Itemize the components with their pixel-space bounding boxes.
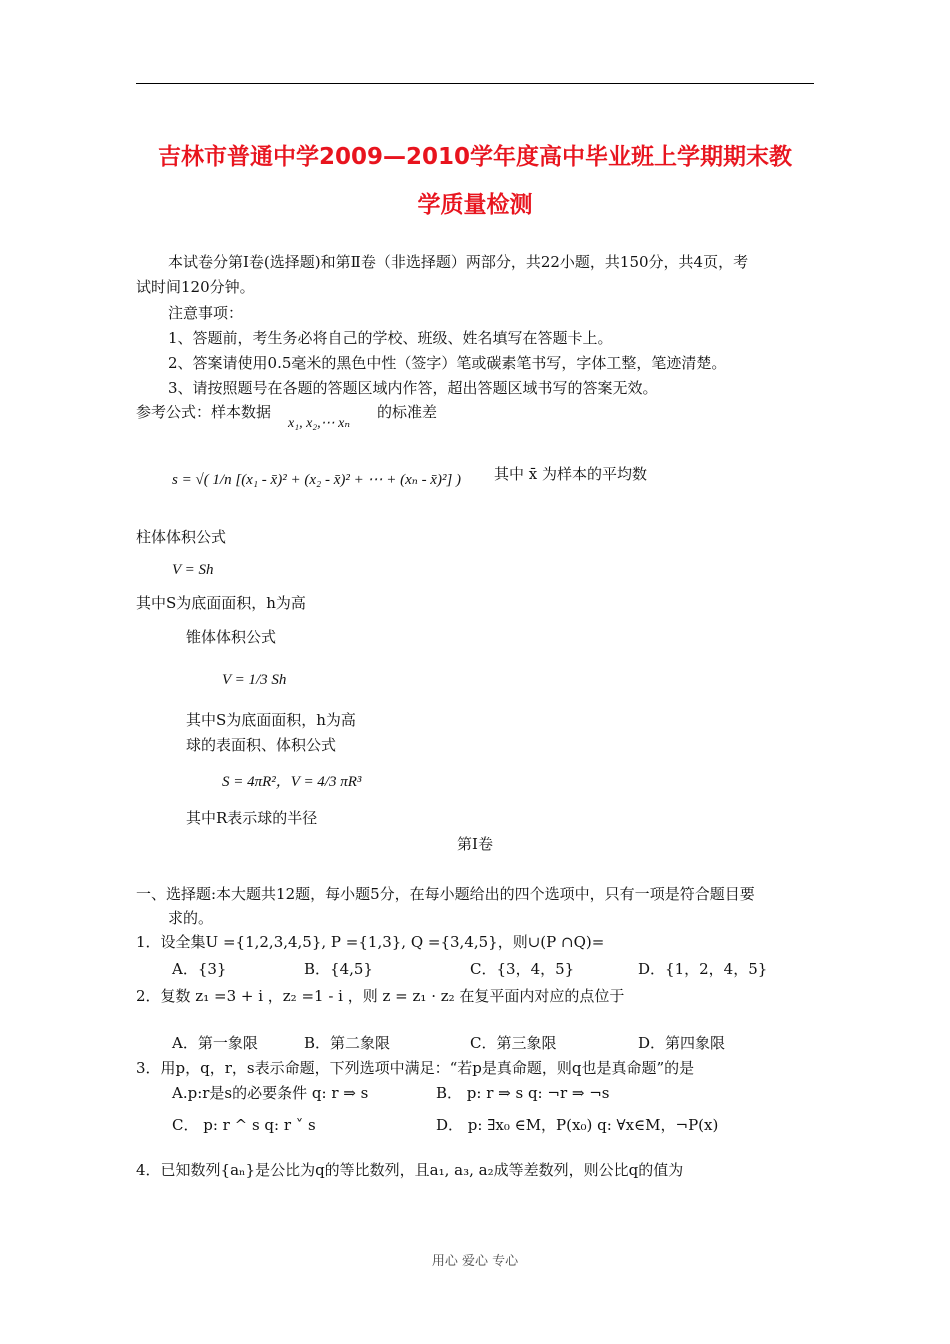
sphere-label: 球的表面积、体积公式 [186,736,337,754]
sphere-note: 其中R表示球的半径 [186,809,318,827]
cylinder-note: 其中S为底面面积，h为高 [136,594,306,612]
title-line-1: 吉林市普通中学2009—2010学年度高中毕业班上学期期末教 [157,144,793,170]
question-1-option-d: D．{1，2，4，5} [638,960,768,978]
cone-note: 其中S为底面面积，h为高 [186,711,356,729]
ref-formula-tail: 的标准差 [377,403,438,421]
title-line-2: 学质量检测 [417,192,533,218]
question-2-option-a: A．第一象限 [172,1034,258,1052]
page-footer: 用心 爱心 专心 [431,1254,519,1269]
cylinder-formula: V = Sh [172,562,214,578]
question-3-option-c: C． p: r ^ s q: r ˅ s [172,1116,316,1134]
section-1-line-1: 一、选择题:本大题共12题，每小题5分，在每小题给出的四个选项中，只有一项是符合题目要 [136,885,755,903]
intro-line-2: 试时间120分钟。 [136,278,255,296]
question-2-option-b: B．第二象限 [304,1034,391,1052]
sphere-formula: S = 4πR²，V = 4/3 πR³ [222,774,362,790]
question-1-option-c: C．{3，4，5} [470,960,575,978]
question-1-option-b: B．{4,5} [304,960,373,978]
notice-3: 3、请按照题号在各题的答题区域内作答，超出答题区域书写的答案无效。 [168,379,658,397]
question-2-stem: 2．复数 z₁ =3 + i ，z₂ =1 - i ，则 z = z₁ · z₂ 在复平面内对应的点位于 [136,987,625,1005]
question-3-option-b: B． p: r ⇒ s q: ¬r ⇒ ¬s [436,1084,610,1102]
cylinder-label: 柱体体积公式 [136,528,227,546]
part-1-heading: 第Ⅰ卷 [457,835,493,853]
header-rule [136,83,814,84]
cone-formula: V = 1/3 Sh [222,672,287,688]
question-4-stem: 4．已知数列{aₙ}是公比为q的等比数列，且a₁, a₃, a₂成等差数列，则公比q的值为 [136,1161,684,1179]
std-note: 其中 x̄ 为样本的平均数 [494,465,647,483]
question-3-option-a: A.p:r是s的必要条件 q: r ⇒ s [172,1084,369,1102]
notice-1: 1、答题前，考生务必将自己的学校、班级、姓名填写在答题卡上。 [168,329,613,347]
std-formula: s = √( 1/n [(x₁ - x̄)² + (x₂ - x̄)² + ⋯ + (xₙ - x̄)²] ) [172,472,462,488]
question-3-option-d: D． p: ∃x₀ ∈M，P(x₀) q: ∀x∈M，¬P(x) [436,1116,719,1134]
question-2-option-c: C．第三象限 [470,1034,557,1052]
question-1-option-a: A．{3} [172,960,227,978]
ref-formula-vars: x₁, x₂,⋯ xₙ [288,416,351,431]
notice-2: 2、答案请使用0.5毫米的黑色中性（签字）笔或碳素笔书写，字体工整，笔迹清楚。 [168,354,727,372]
ref-formula-label: 参考公式：样本数据 [136,403,272,421]
section-1-line-2: 求的。 [168,909,214,927]
intro-line-1: 本试卷分第Ⅰ卷(选择题)和第Ⅱ卷（非选择题）两部分，共22小题，共150分，共4页，考 [168,253,749,271]
cone-label: 锥体体积公式 [186,628,277,646]
question-2-option-d: D．第四象限 [638,1034,726,1052]
question-3-stem: 3．用p，q，r，s表示命题，下列选项中满足：“若p是真命题，则q也是真命题”的是 [136,1059,695,1077]
question-1-stem: 1．设全集U ={1,2,3,4,5}, P ={1,3}, Q ={3,4,5}，则∪(P ∩Q)= [136,933,605,951]
notice-heading: 注意事项： [168,304,244,322]
